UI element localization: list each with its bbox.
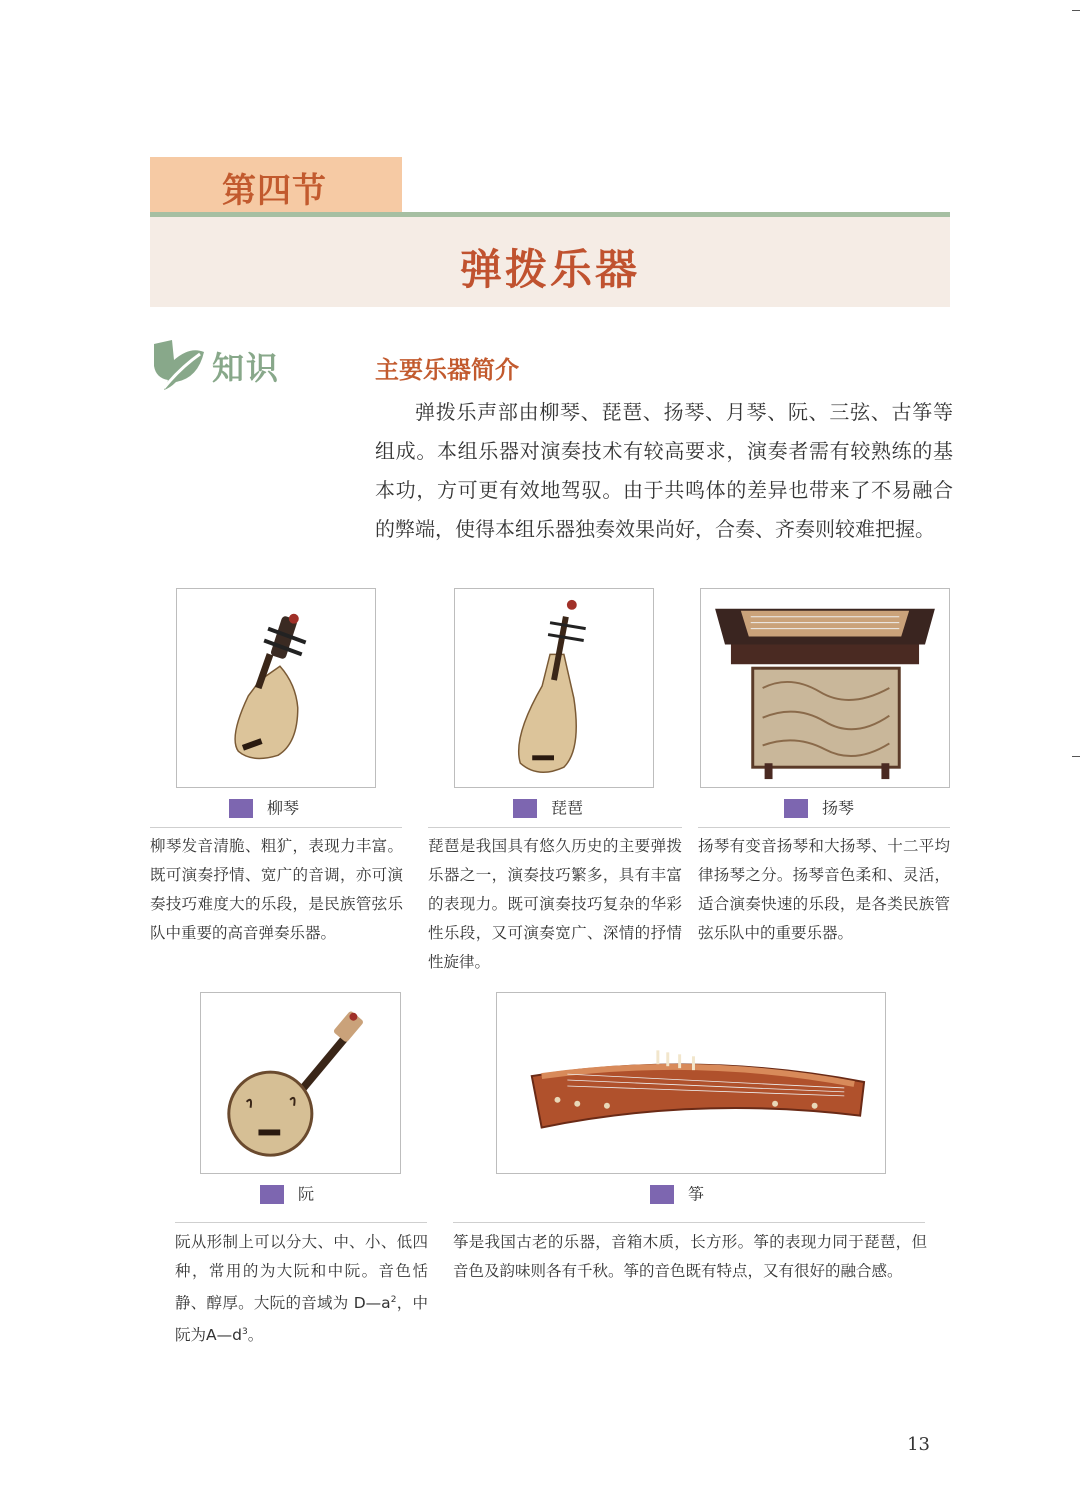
ruan-description [175,1228,428,1350]
yangqin-divider [698,827,950,828]
liuqin-caption [229,797,299,819]
ruan-divider [175,1222,427,1223]
ruan-name: 阮 [298,1184,315,1204]
yangqin-name: 扬琴 [822,798,855,818]
pipa-description: 琵琶是我国具有悠久历史的主要弹拨乐器之一，演奏技巧繁多，具有丰富的表现力。既可演奏技巧复杂的华彩性乐段，又可演奏宽广、深情的抒情性旋律。 [428,837,682,971]
zheng-divider [453,1222,925,1223]
pipa-divider [428,827,682,828]
pipa-caption [513,797,583,819]
page-title: 弹拨乐器 [459,245,640,294]
yangqin-description: 扬琴有变音扬琴和大扬琴、十二平均律扬琴之分。扬琴音色柔和、灵活，适合演奏快速的乐段，是各类民族管弦乐队中的重要乐器。 [698,837,950,942]
ruan-sup-2: 3 [241,1327,248,1338]
liuqin-image [176,588,376,788]
crop-mark-top [1072,10,1080,11]
knowledge-label: 知识 [212,349,281,387]
caption-marker [260,1185,284,1204]
title-band [150,217,950,307]
liuqin-name: 柳琴 [267,798,300,818]
yangqin-caption [784,797,854,819]
intro-paragraph: 弹拨乐声部由柳琴、琵琶、扬琴、月琴、阮、三弦、古筝等组成。本组乐器对演奏技术有较高要求，演奏者需有较熟练的基本功，方可更有效地驾驭。由于共鸣体的差异也带来了不易融合的弊端，使得本组乐器独奏效果尚好，合奏、齐奏则较难把握。 [375,400,953,541]
yangqin-image [700,588,950,788]
zheng-image [496,992,886,1174]
knowledge-leaf-icon [150,338,206,392]
caption-marker [513,799,537,818]
pipa-name: 琵琶 [551,798,584,818]
liuqin-divider [150,827,402,828]
crop-mark-middle [1072,756,1080,757]
liuqin-description: 柳琴发音清脆、粗犷，表现力丰富。既可演奏抒情、宽广的音调，亦可演奏技巧难度大的乐段，是民族管弦乐队中重要的高音弹奏乐器。 [150,837,403,942]
intro-heading: 主要乐器简介 [375,355,519,384]
caption-marker [229,799,253,818]
zheng-description: 筝是我国古老的乐器，音箱木质，长方形。筝的表现力同于琵琶，但音色及韵味则各有千秋。筝的音色既有特点，又有很好的融合感。 [453,1233,927,1280]
ruan-sup-1: 2 [390,1295,397,1305]
ruan-caption [260,1183,314,1205]
section-number: 第四节 [222,171,327,211]
caption-marker [650,1185,674,1204]
ruan-desc-main: 阮从形制上可以分大、中、小、低四种，常用的为大阮和中阮。音色恬静、醇厚。大阮的音域为 D—a [175,1233,428,1313]
page-number: 13 [907,1434,930,1455]
zheng-name: 筝 [688,1184,705,1204]
ruan-desc-end: 。 [247,1326,264,1345]
ruan-image [200,992,401,1174]
zheng-caption [650,1183,704,1205]
ruan-desc-mid: ，中阮为A—d [175,1294,428,1345]
caption-marker [784,799,808,818]
pipa-image [454,588,654,788]
section-tab [150,157,402,213]
